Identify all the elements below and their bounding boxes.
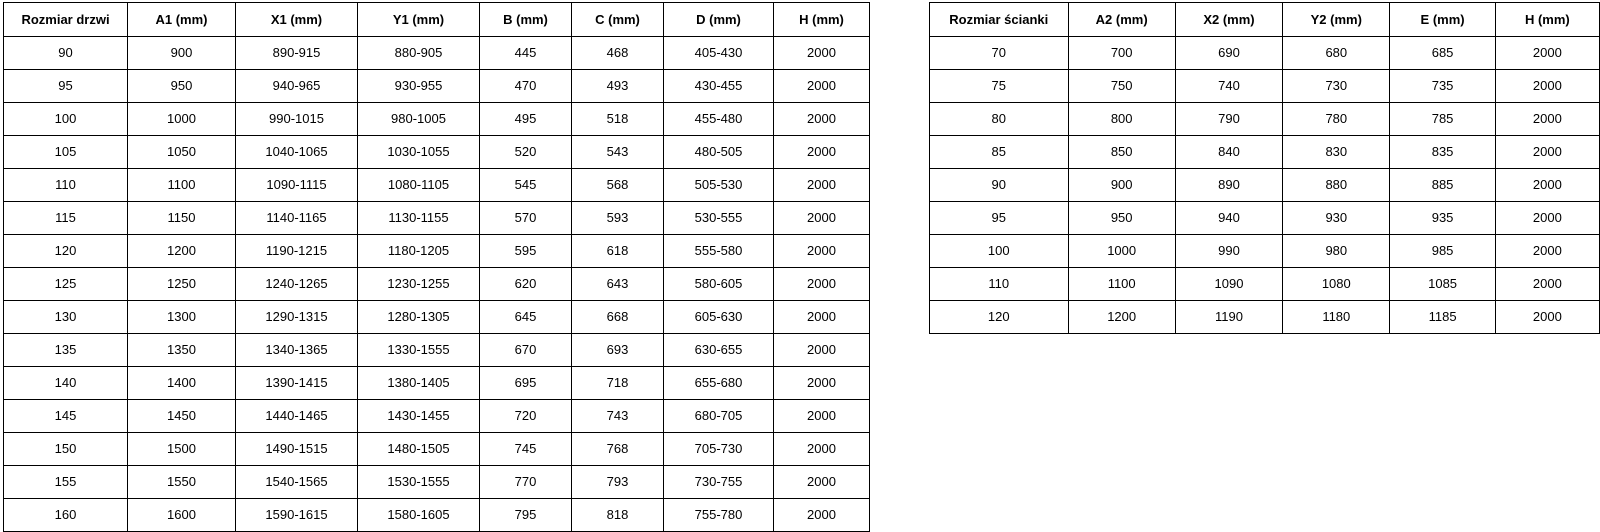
table-cell: 2000: [774, 301, 870, 334]
door-column-header: X1 (mm): [236, 3, 358, 37]
table-cell: 1180-1205: [358, 235, 480, 268]
table-cell: 1090-1115: [236, 169, 358, 202]
table-cell: 950: [1068, 202, 1175, 235]
table-cell: 1200: [1068, 301, 1175, 334]
table-cell: 900: [1068, 169, 1175, 202]
door-table-body: [4, 37, 870, 532]
table-cell: 890-915: [236, 37, 358, 70]
table-cell: 1380-1405: [358, 367, 480, 400]
table-cell: 1390-1415: [236, 367, 358, 400]
door-size-cell: 130: [4, 301, 128, 334]
door-size-cell: 150: [4, 433, 128, 466]
table-row: [4, 169, 870, 202]
door-column-header: D (mm): [664, 3, 774, 37]
table-cell: 618: [572, 235, 664, 268]
table-cell: 1580-1605: [358, 499, 480, 532]
table-cell: 505-530: [664, 169, 774, 202]
table-row: [4, 37, 870, 70]
table-cell: 840: [1175, 136, 1282, 169]
table-cell: 705-730: [664, 433, 774, 466]
table-row: [930, 202, 1600, 235]
table-cell: 605-630: [664, 301, 774, 334]
table-cell: 2000: [1495, 37, 1599, 70]
table-cell: 595: [480, 235, 572, 268]
table-cell: 2000: [774, 466, 870, 499]
table-cell: 2000: [774, 202, 870, 235]
table-cell: 1130-1155: [358, 202, 480, 235]
table-cell: 785: [1390, 103, 1495, 136]
table-cell: 880-905: [358, 37, 480, 70]
table-cell: 2000: [774, 433, 870, 466]
table-row: [4, 301, 870, 334]
door-size-cell: 115: [4, 202, 128, 235]
table-cell: 543: [572, 136, 664, 169]
table-row: [4, 334, 870, 367]
table-cell: 1480-1505: [358, 433, 480, 466]
table-cell: 1090: [1175, 268, 1282, 301]
table-cell: 545: [480, 169, 572, 202]
table-cell: 695: [480, 367, 572, 400]
table-cell: 1280-1305: [358, 301, 480, 334]
table-cell: 1340-1365: [236, 334, 358, 367]
table-cell: 493: [572, 70, 664, 103]
table-cell: 755-780: [664, 499, 774, 532]
table-cell: 470: [480, 70, 572, 103]
table-cell: 655-680: [664, 367, 774, 400]
table-cell: 1100: [1068, 268, 1175, 301]
table-cell: 950: [128, 70, 236, 103]
door-size-table: [3, 2, 870, 532]
table-cell: 1200: [128, 235, 236, 268]
table-cell: 643: [572, 268, 664, 301]
table-cell: 455-480: [664, 103, 774, 136]
table-cell: 1185: [1390, 301, 1495, 334]
table-cell: 1290-1315: [236, 301, 358, 334]
table-cell: 1490-1515: [236, 433, 358, 466]
table-cell: 2000: [774, 136, 870, 169]
table-row: [4, 400, 870, 433]
wall-table-header: [930, 3, 1600, 37]
table-cell: 518: [572, 103, 664, 136]
wall-size-cell: 100: [930, 235, 1069, 268]
door-size-cell: 125: [4, 268, 128, 301]
table-cell: 690: [1175, 37, 1282, 70]
table-cell: 1600: [128, 499, 236, 532]
table-cell: 735: [1390, 70, 1495, 103]
table-cell: 1250: [128, 268, 236, 301]
table-cell: 770: [480, 466, 572, 499]
wall-size-table-container: [929, 2, 1600, 334]
table-cell: 980-1005: [358, 103, 480, 136]
table-cell: 2000: [774, 268, 870, 301]
table-cell: 2000: [774, 367, 870, 400]
door-size-cell: 90: [4, 37, 128, 70]
table-cell: 930: [1283, 202, 1390, 235]
door-size-cell: 120: [4, 235, 128, 268]
table-cell: 1050: [128, 136, 236, 169]
table-cell: 2000: [1495, 103, 1599, 136]
door-column-header: Y1 (mm): [358, 3, 480, 37]
wall-table-body: [930, 37, 1600, 334]
wall-column-header: A2 (mm): [1068, 3, 1175, 37]
table-cell: 1350: [128, 334, 236, 367]
door-size-cell: 135: [4, 334, 128, 367]
table-cell: 900: [128, 37, 236, 70]
door-size-cell: 105: [4, 136, 128, 169]
table-cell: 885: [1390, 169, 1495, 202]
table-cell: 800: [1068, 103, 1175, 136]
door-column-header: B (mm): [480, 3, 572, 37]
table-cell: 940-965: [236, 70, 358, 103]
table-row: [4, 433, 870, 466]
table-cell: 1080: [1283, 268, 1390, 301]
table-cell: 1180: [1283, 301, 1390, 334]
table-row: [930, 37, 1600, 70]
wall-size-cell: 70: [930, 37, 1069, 70]
table-cell: 740: [1175, 70, 1282, 103]
table-row: [930, 169, 1600, 202]
table-cell: 520: [480, 136, 572, 169]
table-cell: 720: [480, 400, 572, 433]
table-cell: 1330-1555: [358, 334, 480, 367]
table-row: [930, 136, 1600, 169]
wall-size-table: [929, 2, 1600, 334]
table-cell: 1590-1615: [236, 499, 358, 532]
table-cell: 2000: [774, 235, 870, 268]
table-cell: 730: [1283, 70, 1390, 103]
table-cell: 568: [572, 169, 664, 202]
table-cell: 1150: [128, 202, 236, 235]
table-cell: 990: [1175, 235, 1282, 268]
table-row: [4, 202, 870, 235]
table-cell: 2000: [774, 334, 870, 367]
table-row: [930, 301, 1600, 334]
door-table-header: [4, 3, 870, 37]
table-cell: 700: [1068, 37, 1175, 70]
door-column-header: A1 (mm): [128, 3, 236, 37]
table-cell: 2000: [1495, 136, 1599, 169]
table-cell: 768: [572, 433, 664, 466]
table-cell: 750: [1068, 70, 1175, 103]
table-cell: 1530-1555: [358, 466, 480, 499]
table-row: [4, 103, 870, 136]
table-cell: 405-430: [664, 37, 774, 70]
table-cell: 2000: [774, 103, 870, 136]
table-cell: 1540-1565: [236, 466, 358, 499]
table-cell: 793: [572, 466, 664, 499]
table-cell: 430-455: [664, 70, 774, 103]
table-cell: 2000: [774, 169, 870, 202]
table-cell: 930-955: [358, 70, 480, 103]
table-cell: 1000: [1068, 235, 1175, 268]
table-cell: 730-755: [664, 466, 774, 499]
table-cell: 743: [572, 400, 664, 433]
table-row: [4, 136, 870, 169]
table-cell: 1450: [128, 400, 236, 433]
table-cell: 620: [480, 268, 572, 301]
table-cell: 2000: [1495, 169, 1599, 202]
wall-size-cell: 110: [930, 268, 1069, 301]
table-cell: 670: [480, 334, 572, 367]
table-cell: 795: [480, 499, 572, 532]
table-cell: 890: [1175, 169, 1282, 202]
table-header-row: [4, 3, 870, 37]
table-cell: 685: [1390, 37, 1495, 70]
table-cell: 593: [572, 202, 664, 235]
table-cell: 790: [1175, 103, 1282, 136]
table-cell: 555-580: [664, 235, 774, 268]
table-cell: 1430-1455: [358, 400, 480, 433]
table-header-row: [930, 3, 1600, 37]
table-cell: 1440-1465: [236, 400, 358, 433]
table-cell: 480-505: [664, 136, 774, 169]
table-cell: 880: [1283, 169, 1390, 202]
door-size-cell: 145: [4, 400, 128, 433]
table-cell: 1300: [128, 301, 236, 334]
door-size-cell: 155: [4, 466, 128, 499]
table-cell: 530-555: [664, 202, 774, 235]
table-cell: 580-605: [664, 268, 774, 301]
table-row: [930, 103, 1600, 136]
door-column-header: Rozmiar drzwi: [4, 3, 128, 37]
wall-size-cell: 90: [930, 169, 1069, 202]
wall-column-header: E (mm): [1390, 3, 1495, 37]
table-row: [930, 70, 1600, 103]
table-cell: 1000: [128, 103, 236, 136]
wall-size-cell: 85: [930, 136, 1069, 169]
table-cell: 645: [480, 301, 572, 334]
wall-size-cell: 80: [930, 103, 1069, 136]
table-cell: 630-655: [664, 334, 774, 367]
table-cell: 780: [1283, 103, 1390, 136]
wall-column-header: Y2 (mm): [1283, 3, 1390, 37]
table-cell: 1085: [1390, 268, 1495, 301]
table-cell: 2000: [774, 400, 870, 433]
wall-size-cell: 120: [930, 301, 1069, 334]
table-row: [4, 268, 870, 301]
table-cell: 990-1015: [236, 103, 358, 136]
wall-column-header: H (mm): [1495, 3, 1599, 37]
table-cell: 2000: [774, 37, 870, 70]
table-cell: 1550: [128, 466, 236, 499]
table-cell: 1140-1165: [236, 202, 358, 235]
table-cell: 1400: [128, 367, 236, 400]
table-cell: 980: [1283, 235, 1390, 268]
table-cell: 1500: [128, 433, 236, 466]
table-row: [4, 499, 870, 532]
table-cell: 2000: [1495, 301, 1599, 334]
table-cell: 935: [1390, 202, 1495, 235]
table-cell: 1040-1065: [236, 136, 358, 169]
table-cell: 818: [572, 499, 664, 532]
wall-column-header: Rozmiar ścianki: [930, 3, 1069, 37]
door-size-cell: 95: [4, 70, 128, 103]
table-cell: 468: [572, 37, 664, 70]
table-row: [930, 268, 1600, 301]
table-cell: 835: [1390, 136, 1495, 169]
table-cell: 1240-1265: [236, 268, 358, 301]
table-cell: 680: [1283, 37, 1390, 70]
table-cell: 693: [572, 334, 664, 367]
wall-size-cell: 95: [930, 202, 1069, 235]
wall-column-header: X2 (mm): [1175, 3, 1282, 37]
table-cell: 745: [480, 433, 572, 466]
door-size-cell: 160: [4, 499, 128, 532]
table-cell: 668: [572, 301, 664, 334]
table-cell: 1230-1255: [358, 268, 480, 301]
table-cell: 1190-1215: [236, 235, 358, 268]
table-row: [4, 367, 870, 400]
table-cell: 2000: [1495, 235, 1599, 268]
door-column-header: C (mm): [572, 3, 664, 37]
table-cell: 680-705: [664, 400, 774, 433]
table-cell: 2000: [774, 70, 870, 103]
table-row: [4, 466, 870, 499]
door-size-cell: 110: [4, 169, 128, 202]
door-column-header: H (mm): [774, 3, 870, 37]
table-row: [4, 235, 870, 268]
table-cell: 850: [1068, 136, 1175, 169]
table-cell: 2000: [774, 499, 870, 532]
wall-size-cell: 75: [930, 70, 1069, 103]
table-cell: 570: [480, 202, 572, 235]
table-cell: 445: [480, 37, 572, 70]
door-size-table-container: [3, 2, 870, 532]
door-size-cell: 100: [4, 103, 128, 136]
table-cell: 1100: [128, 169, 236, 202]
table-row: [4, 70, 870, 103]
door-size-cell: 140: [4, 367, 128, 400]
table-cell: 985: [1390, 235, 1495, 268]
table-cell: 2000: [1495, 202, 1599, 235]
table-cell: 495: [480, 103, 572, 136]
table-cell: 2000: [1495, 268, 1599, 301]
table-cell: 940: [1175, 202, 1282, 235]
table-cell: 1080-1105: [358, 169, 480, 202]
table-row: [930, 235, 1600, 268]
table-cell: 830: [1283, 136, 1390, 169]
table-cell: 718: [572, 367, 664, 400]
table-cell: 2000: [1495, 70, 1599, 103]
table-cell: 1190: [1175, 301, 1282, 334]
table-cell: 1030-1055: [358, 136, 480, 169]
